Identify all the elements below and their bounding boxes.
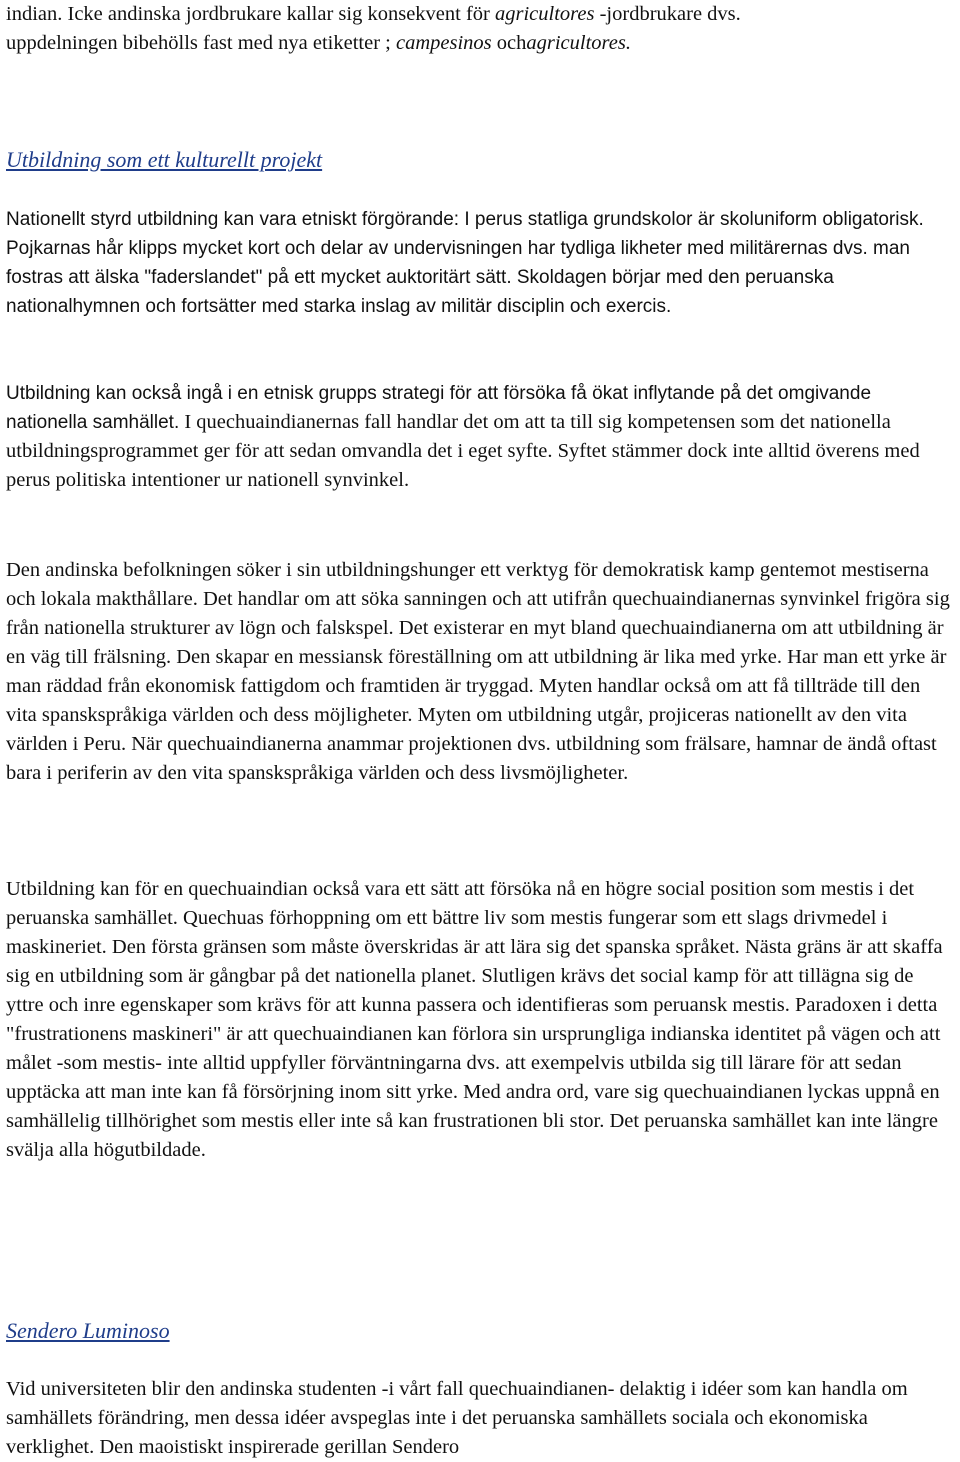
intro-text: och xyxy=(491,32,527,54)
paragraph-2-sans-part: Utbildning kan också ingå i en etnisk grupps strategi för att försöka få ökat inflytande på det omgivande nationella samhället. xyxy=(6,383,872,433)
paragraph-5: Vid universiteten blir den andinska studenten -i vårt fall quechuaindianen- delaktig i idéer som kan handla om samhällets förändring, men dessa idéer avspeglas inte i det peruanska samhällets sociala och ekonomiska verklighet. Den maoistiskt inspirerade gerillan Sendero xyxy=(6,1378,908,1458)
intro-text: uppdelningen bibehölls fast med nya etiketter ; xyxy=(6,32,396,54)
section-heading-utbildning: Utbildning som ett kulturellt projekt xyxy=(6,147,323,172)
intro-paragraph xyxy=(6,0,956,58)
intro-emphasis: agricultores. xyxy=(526,32,631,54)
paragraph-2-serif-part: I quechuaindianernas fall handlar det om att ta till sig kompetensen som det nationella utbildningsprogrammet ger för att sedan omvandla det i eget syfte. Syftet stämmer dock inte alltid överens med perus politiska intentioner ur nationell synvinkel. xyxy=(6,411,920,491)
paragraph-3: Den andinska befolkningen söker i sin utbildningshunger ett verktyg för demokratisk kamp gentemot mestiserna och lokala makthållare. Det handlar om att söka sanningen och att utifrån quechuaindianernas synvinkel frigöra sig från nationella strukturer av lögn och falskspel. Det existerar en myt bland quechuaindianerna om att utbildning är en väg till frälsning. Den skapar en messiansk föreställning om att utbildning är lika med yrke. Har man ett yrke är man räddad från ekonomisk fattigdom och framtiden är tryggad. Myten handlar också om att få tillträde till den vita spanskspråkiga världen och dess möjligheter. Myten om utbildning utgår, projiceras nationellt av den vita världen i Peru. När quechuaindianerna anammar projektionen dvs. utbildning som frälsare, hamnar de ändå oftast bara i periferin av den vita spanskspråkiga världen och dess livsmöjligheter. xyxy=(6,559,950,784)
section-heading-sendero: Sendero Luminoso xyxy=(6,1318,170,1343)
paragraph-2 xyxy=(6,379,956,495)
paragraph-4: Utbildning kan för en quechuaindian också vara ett sätt att försöka nå en högre social position som mestis i det peruanska samhället. Quechuas förhoppning om ett bättre liv som mestis fungerar som ett slags drivmedel i maskineriet. Den första gränsen som måste överskridas är att lära sig det spanska språket. Nästa gräns är att skaffa sig en utbildning som är gångbar på det nationella planet. Slutligen krävs det social kamp för att tillägna sig de yttre och inre egenskaper som krävs för att kunna passera och identifieras som peruansk mestis. Paradoxen i detta "frustrationens maskineri" är att quechuaindianen kan förlora sin ursprungliga indianska identitet på vägen och att målet -som mestis- inte alltid uppfyller förväntningarna dvs. att exempelvis utbilda sig till lärare för att sedan upptäcka att man inte kan få försörjning inom sitt yrke. Med andra ord, vare sig quechuaindianen lyckas uppnå en samhällelig tillhörighet som mestis eller inte så kan frustrationen bli stor. Det peruanska samhället kan inte längre svälja alla högutbildade. xyxy=(6,878,943,1161)
intro-text: -jordbrukare dvs. xyxy=(594,3,741,25)
paragraph-1: Nationellt styrd utbildning kan vara etniskt förgörande: I perus statliga grundskolor är skoluniform obligatorisk. Pojkarnas hår klipps mycket kort och delar av undervisningen har tydliga likheter med militärernas dvs. man fostras att älska "faderslandet" på ett mycket auktoritärt sätt. Skoldagen börjar med den peruanska nationalhymnen och fortsätter med starka inslag av militär disciplin och exercis. xyxy=(6,209,924,317)
intro-emphasis: agricultores xyxy=(495,3,595,25)
intro-text: indian. Icke andinska jordbrukare kallar sig konsekvent för xyxy=(6,3,495,25)
intro-emphasis: campesinos xyxy=(395,32,492,54)
